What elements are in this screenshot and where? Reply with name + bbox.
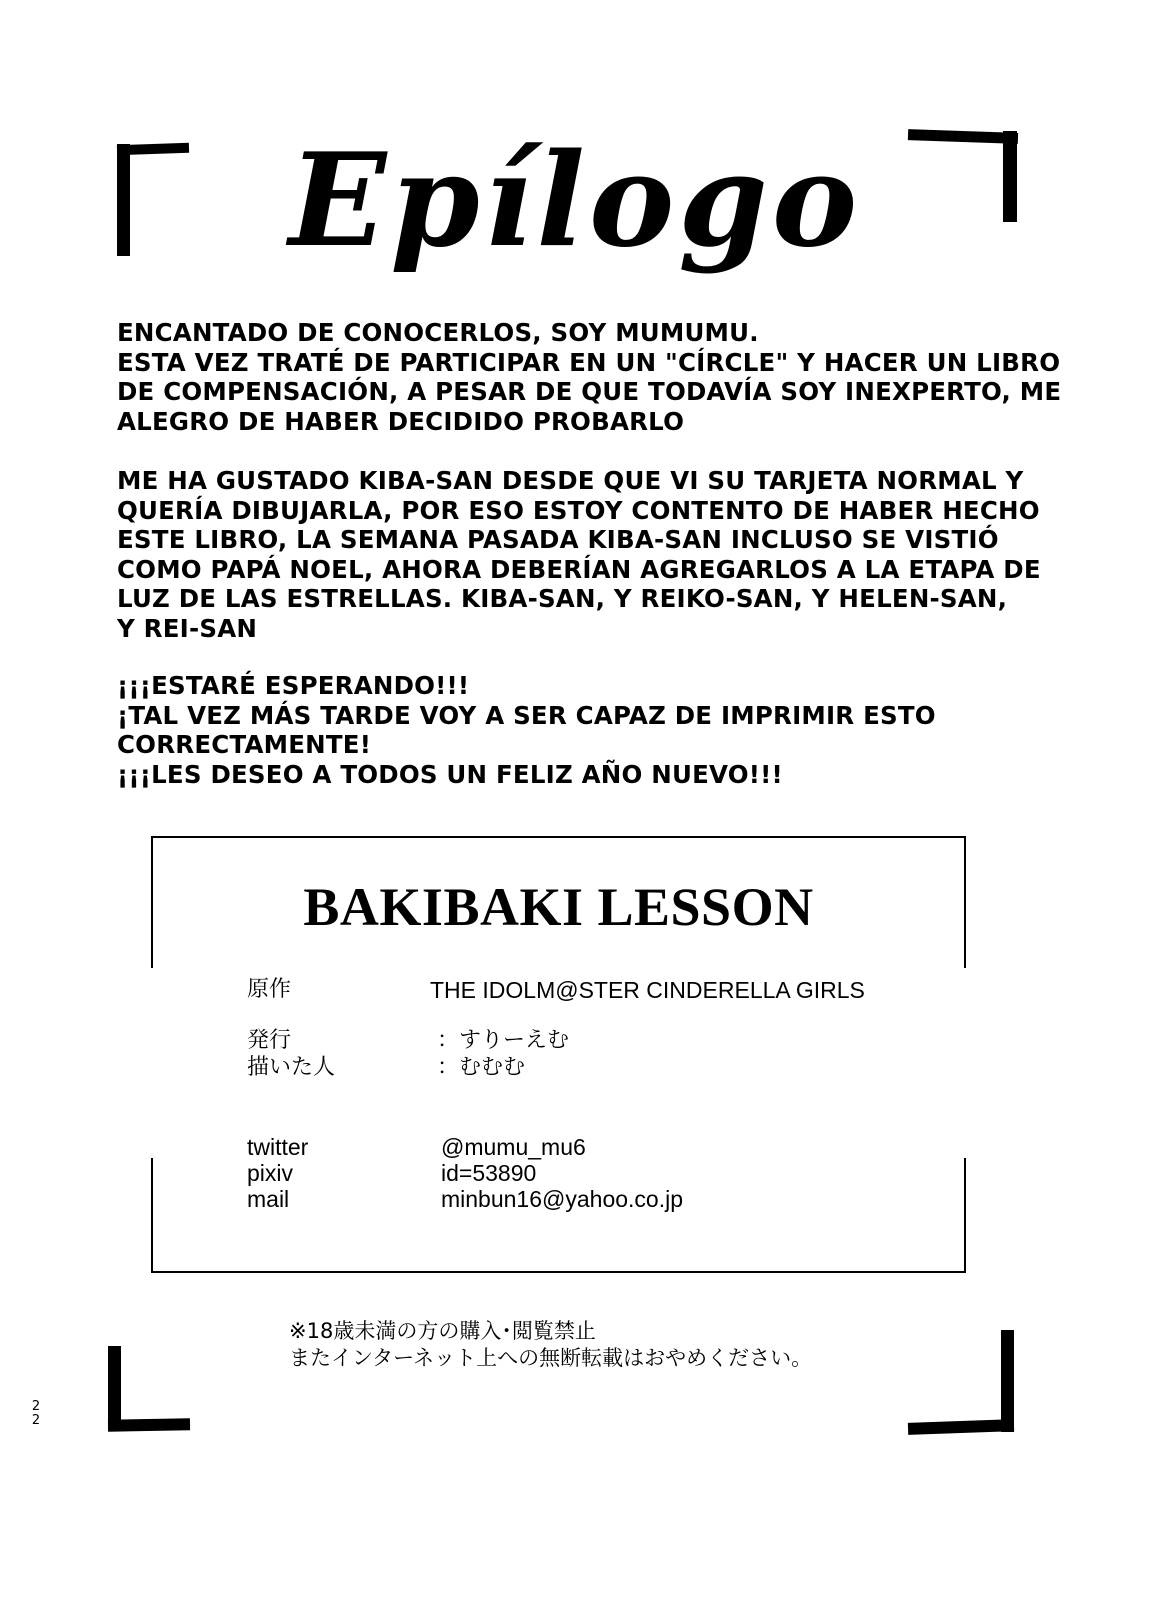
paragraph-line: ¡¡¡ESTARÉ ESPERANDO!!! <box>117 671 470 700</box>
paragraph-line: LUZ DE LAS ESTRELLAS. KIBA-SAN, Y REIKO-SAN, Y HELEN-SAN, <box>117 584 1008 613</box>
box-gap <box>148 968 156 1158</box>
page-number-text: 22 <box>31 1399 41 1428</box>
paragraph-line: ALEGRO DE HABER DECIDIDO PROBARLO <box>117 406 685 436</box>
notice-line: ※18歳未満の方の購入･閲覧禁止 <box>289 1319 596 1343</box>
paragraph-line: ESTE LIBRO, LA SEMANA PASADA KIBA-SAN INCLUSO SE VISTIÓ <box>117 525 999 554</box>
paragraph-line: CORRECTAMENTE! <box>117 730 372 759</box>
paragraph-line: ¡¡¡LES DESEO A TODOS UN FELIZ AÑO NUEVO!!! <box>117 759 783 789</box>
paragraph-line: QUERÍA DIBUJARLA, POR ESO ESTOY CONTENTO DE HABER HECHO <box>117 495 1040 525</box>
pixiv-value: id=53890 <box>441 1160 537 1186</box>
paragraph-intro <box>117 318 1062 436</box>
mail-label: mail <box>247 1186 290 1212</box>
box-gap <box>962 968 970 1158</box>
original-value: THE IDOLM@STER CINDERELLA GIRLS <box>430 977 865 1003</box>
paragraph-closing <box>117 671 1017 789</box>
paragraph-line: Y REI-SAN <box>117 613 258 643</box>
page-title: Epílogo <box>288 126 862 276</box>
twitter-label: twitter <box>247 1134 309 1160</box>
publisher-value: ：すりーえむ <box>437 1028 570 1053</box>
publisher-label: 発行 <box>247 1028 292 1053</box>
paragraph-kiba <box>117 466 1041 643</box>
paragraph-line: COMO PAPÁ NOEL, AHORA DEBERÍAN AGREGARLOS A LA ETAPA DE <box>117 554 1041 584</box>
paragraph-line: ¡TAL VEZ MÁS TARDE VOY A SER CAPAZ DE IMPRIMIR ESTO <box>117 700 936 730</box>
notice-line: またインターネット上への無断転載はおやめください。 <box>289 1346 813 1370</box>
pixiv-label: pixiv <box>247 1160 294 1186</box>
artist-label: 描いた人 <box>247 1055 336 1080</box>
original-label: 原作 <box>247 977 292 1002</box>
paragraph-line: ESTA VEZ TRATÉ DE PARTICIPAR EN UN "CÍRCLE" Y HACER UN LIBRO <box>117 347 1061 377</box>
mail-value: minbun16@yahoo.co.jp <box>441 1186 684 1212</box>
paragraph-line: ENCANTADO DE CONOCERLOS, SOY MUMUMU. <box>117 318 759 347</box>
page-number <box>30 1400 42 1428</box>
paragraph-line: ME HA GUSTADO KIBA-SAN DESDE QUE VI SU TARJETA NORMAL Y <box>117 466 1024 495</box>
artist-value: ：むむむ <box>437 1055 526 1080</box>
twitter-value: @mumu_mu6 <box>441 1134 586 1160</box>
age-notice <box>289 1318 812 1372</box>
book-title: BAKIBAKI LESSON <box>303 877 814 937</box>
paragraph-line: DE COMPENSACIÓN, A PESAR DE QUE TODAVÍA SOY INEXPERTO, ME <box>117 377 1062 406</box>
